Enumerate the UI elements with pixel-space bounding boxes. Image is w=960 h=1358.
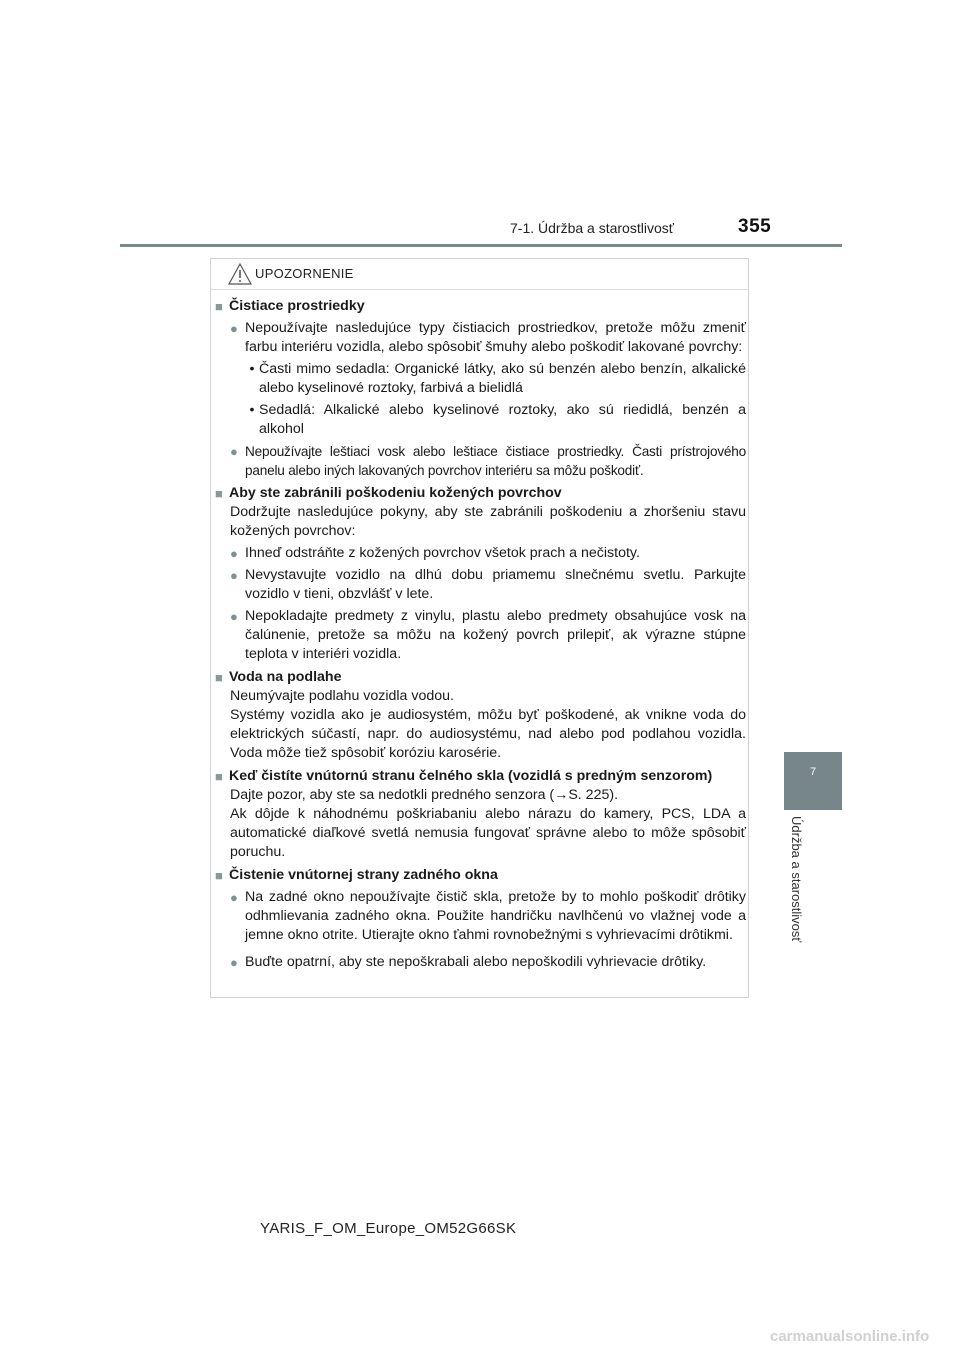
header-section-title: 7-1. Údržba a starostlivosť: [510, 220, 674, 236]
section-windshield: [215, 767, 746, 862]
circle-bullet-icon: ●: [230, 955, 238, 970]
warning-title: UPOZORNENIE: [255, 266, 354, 281]
list-item: [230, 442, 746, 480]
list-item-text: Nepoužívajte leštiaci vosk alebo leštiace čistiace prostriedky. Časti prístrojového panelu alebo iných lakovaných povrchov interiéru sa môžu poškodiť.: [245, 444, 746, 478]
square-bullet-icon: ■: [215, 769, 223, 784]
section-title: Keď čistíte vnútornú stranu čelného skla (vozidlá s predným senzorom): [229, 768, 713, 784]
square-bullet-icon: ■: [215, 868, 223, 883]
list-item-text: Buďte opatrní, aby ste nepoškrabali alebo nepoškodili vyhrievacie drôtiky.: [245, 954, 707, 970]
section-title: Voda na podlahe: [229, 669, 342, 685]
list-item: [230, 953, 746, 972]
list-item: [230, 566, 746, 604]
section-water-floor: [215, 668, 746, 763]
circle-bullet-icon: ●: [230, 609, 238, 624]
watermark[interactable]: carmanualsonline.info: [770, 1328, 930, 1345]
circle-bullet-icon: ●: [230, 890, 238, 905]
warning-content: [215, 297, 746, 976]
chapter-side-label: [790, 816, 810, 966]
section-title: Aby ste zabránili poškodeniu kožených povrchov: [229, 485, 562, 501]
square-bullet-icon: ■: [215, 299, 223, 314]
list-item: [230, 888, 746, 945]
sub-list-item-text: Časti mimo sedadla: Organické látky, ako sú benzén alebo benzín, alkalické alebo kyselinové roztoky, farbivá a bielidlá: [259, 361, 746, 396]
circle-bullet-icon: ●: [230, 444, 238, 459]
chapter-side-label-text: Údržba a starostlivosť: [789, 816, 804, 943]
section-intro: Dodržujte nasledujúce pokyny, aby ste zabránili poškodeniu a zhoršeniu stavu kožených povrchov:: [230, 504, 746, 539]
circle-bullet-icon: ●: [230, 546, 238, 561]
circle-bullet-icon: ●: [230, 568, 238, 583]
section-text: Ak dôjde k náhodnému poškriabaniu alebo nárazu do kamery, PCS, LDA a automatické diaľkové svetlá nemusia fungovať správne alebo to môže spôsobiť poruchu.: [230, 806, 746, 860]
warning-box: [210, 258, 749, 998]
section-intro: Neumývajte podlahu vozidla vodou.: [230, 688, 454, 704]
list-item-text: Ihneď odstráňte z kožených povrchov všetok prach a nečistoty.: [245, 545, 640, 561]
section-rear-window: [215, 866, 746, 972]
list-item-text: Nevystavujte vozidlo na dlhú dobu priamemu slnečnému svetlu. Parkujte vozidlo v tieni, obzvlášť v lete.: [245, 567, 746, 602]
sub-list-item: • Sedadlá: Alkalické alebo kyselinové roztoky, ako sú riedidlá, benzén a alkohol: [249, 402, 746, 437]
warning-header: [211, 259, 748, 290]
section-cleaning-agents: [215, 297, 746, 480]
section-intro: Dajte pozor, aby ste sa nedotkli predného senzora (→S. 225).: [230, 787, 619, 803]
circle-bullet-icon: ●: [230, 321, 238, 336]
section-title: Čistiace prostriedky: [229, 298, 365, 314]
section-text: Systémy vozidla ako je audiosystém, môžu byť poškodené, ak vnikne voda do elektrických súčastí, napr. do audiosystému, nad alebo pod podlahou vozidla. Voda môže tiež spôsobiť koróziu karosérie.: [230, 707, 746, 761]
list-item: [230, 319, 746, 357]
sub-list-item: • Časti mimo sedadla: Organické látky, ako sú benzén alebo benzín, alkalické alebo kyselinové roztoky, farbivá a bielidlá: [249, 361, 746, 396]
warning-triangle-icon: [227, 262, 253, 286]
section-leather: [215, 484, 746, 664]
list-item-text: Nepokladajte predmety z vinylu, plastu alebo predmety obsahujúce vosk na čalúnenie, pretože sa môžu na kožený povrch prilepiť, ak výrazne stúpne teplota v interiéri vozidla.: [245, 608, 746, 662]
page-number: 355: [738, 216, 772, 237]
list-item: [230, 607, 746, 664]
square-bullet-icon: ■: [215, 486, 223, 501]
chapter-tab[interactable]: [784, 752, 842, 810]
chapter-number: 7: [809, 766, 817, 778]
list-item: [230, 544, 746, 563]
list-item-text: Na zadné okno nepoužívajte čistič skla, pretože by to mohlo poškodiť drôtiky odhmlievania zadného okna. Použite handričku navlhčenú vo vlažnej vode a jemne okno otrite. Utierajte okno ťahmi rovnobežnými s vyhrievacími drôtikmi.: [245, 889, 746, 943]
square-bullet-icon: ■: [215, 670, 223, 685]
header-rule: [120, 244, 842, 247]
section-title: Čistenie vnútornej strany zadného okna: [229, 867, 498, 883]
sub-list-item-text: Sedadlá: Alkalické alebo kyselinové roztoky, ako sú riedidlá, benzén a alkohol: [259, 402, 746, 437]
document-code: YARIS_F_OM_Europe_OM52G66SK: [260, 1220, 517, 1237]
list-item-text: Nepoužívajte nasledujúce typy čistiacich prostriedkov, pretože môžu zmeniť farbu interiéru vozidla, alebo spôsobiť šmuhy alebo poškodiť lakované povrchy:: [245, 320, 746, 355]
